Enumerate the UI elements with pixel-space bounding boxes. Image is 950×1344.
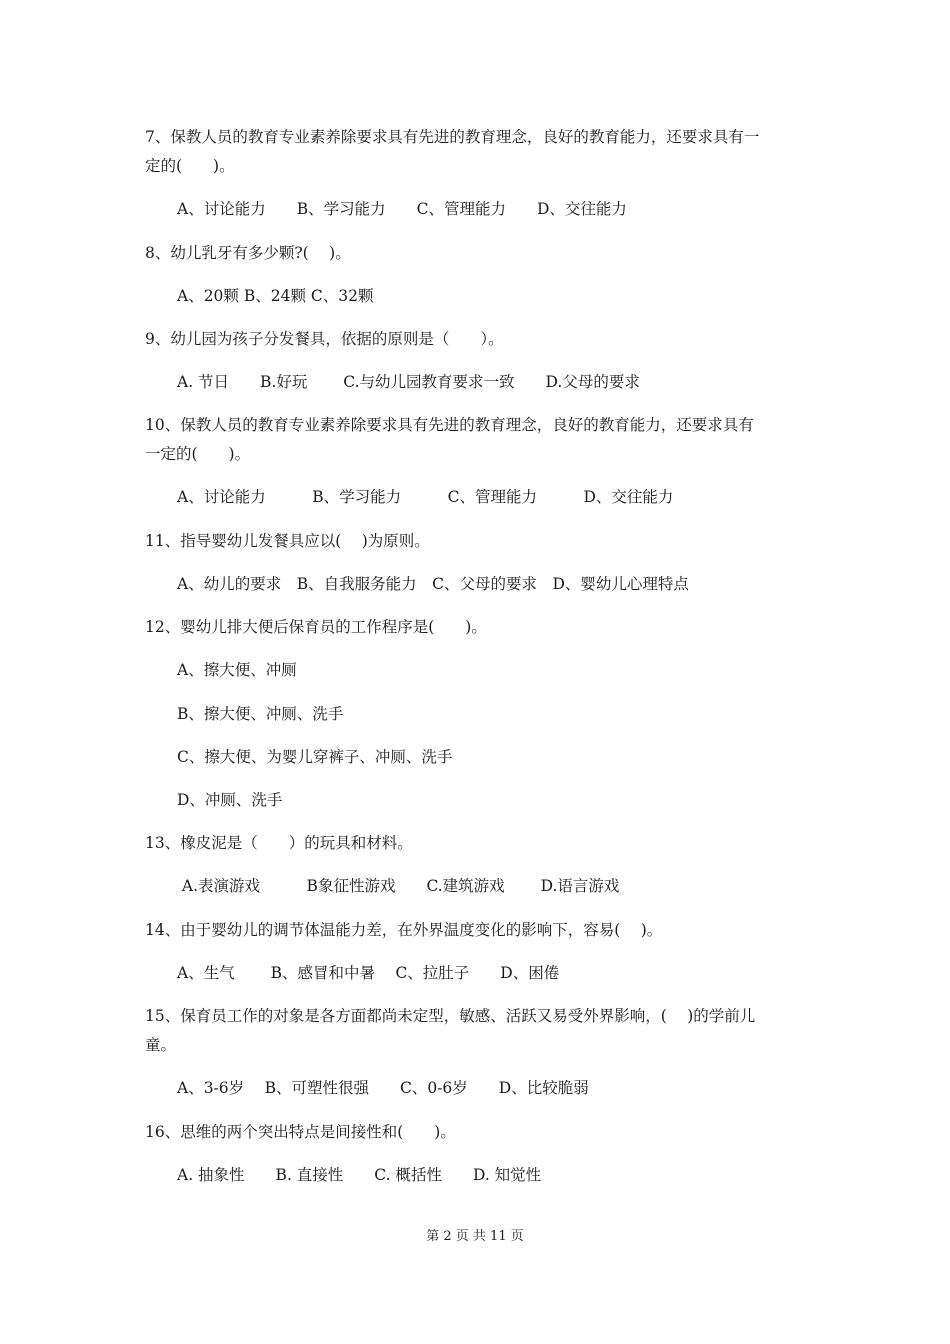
question-16-options: A. 抽象性 B. 直接性 C. 概括性 D. 知觉性 <box>177 1166 542 1184</box>
question-12-option-d: D、冲厕、洗手 <box>177 791 283 809</box>
question-12-text: 12、婴幼儿排大便后保育员的工作程序是( )。 <box>145 618 487 636</box>
question-11-text: 11、指导婴幼儿发餐具应以( )为原则。 <box>145 532 430 550</box>
page-number-footer: 第 2 页 共 11 页 <box>426 1229 524 1244</box>
question-7-text-cont: 定的( )。 <box>145 157 235 175</box>
question-13-text: 13、橡皮泥是（ ）的玩具和材料。 <box>145 834 413 852</box>
question-10-text: 10、保教人员的教育专业素养除要求具有先进的教育理念，良好的教育能力，还要求具有 <box>145 416 754 434</box>
question-14-options: A、生气 B、感冒和中暑 C、拉肚子 D、困倦 <box>177 964 560 982</box>
question-12-option-a: A、擦大便、冲厕 <box>177 661 297 679</box>
question-15-options: A、3-6岁 B、可塑性很强 C、0-6岁 D、比较脆弱 <box>177 1079 589 1097</box>
question-8-options: A、20颗 B、24颗 C、32颗 <box>177 287 374 305</box>
question-7-options: A、讨论能力 B、学习能力 C、管理能力 D、交往能力 <box>177 200 627 218</box>
question-15-text-cont: 童。 <box>145 1036 177 1054</box>
question-14-text: 14、由于婴幼儿的调节体温能力差，在外界温度变化的影响下，容易( )。 <box>145 921 663 939</box>
question-7-text: 7、保教人员的教育专业素养除要求具有先进的教育理念，良好的教育能力，还要求具有一 <box>145 128 760 146</box>
question-12-option-c: C、擦大便、为婴儿穿裤子、冲厕、洗手 <box>177 748 453 766</box>
question-10-text-cont: 一定的( )。 <box>145 445 251 463</box>
question-16-text: 16、思维的两个突出特点是间接性和( )。 <box>145 1123 456 1141</box>
question-9-options: A. 节日 B.好玩 C.与幼儿园教育要求一致 D.父母的要求 <box>177 373 640 391</box>
question-11-options: A、幼儿的要求 B、自我服务能力 C、父母的要求 D、婴幼儿心理特点 <box>177 575 689 593</box>
question-15-text: 15、保育员工作的对象是各方面都尚未定型，敏感、活跃又易受外界影响，( )的学前儿 <box>145 1007 756 1025</box>
question-12-option-b: B、擦大便、冲厕、洗手 <box>177 705 344 723</box>
question-8-text: 8、幼儿乳牙有多少颗?( )。 <box>145 244 351 262</box>
question-10-options: A、讨论能力 B、学习能力 C、管理能力 D、交往能力 <box>177 488 674 506</box>
question-9-text: 9、幼儿园为孩子分发餐具，依据的原则是（ ）。 <box>145 330 504 348</box>
question-13-options: A.表演游戏 B象征性游戏 C.建筑游戏 D.语言游戏 <box>177 877 620 895</box>
